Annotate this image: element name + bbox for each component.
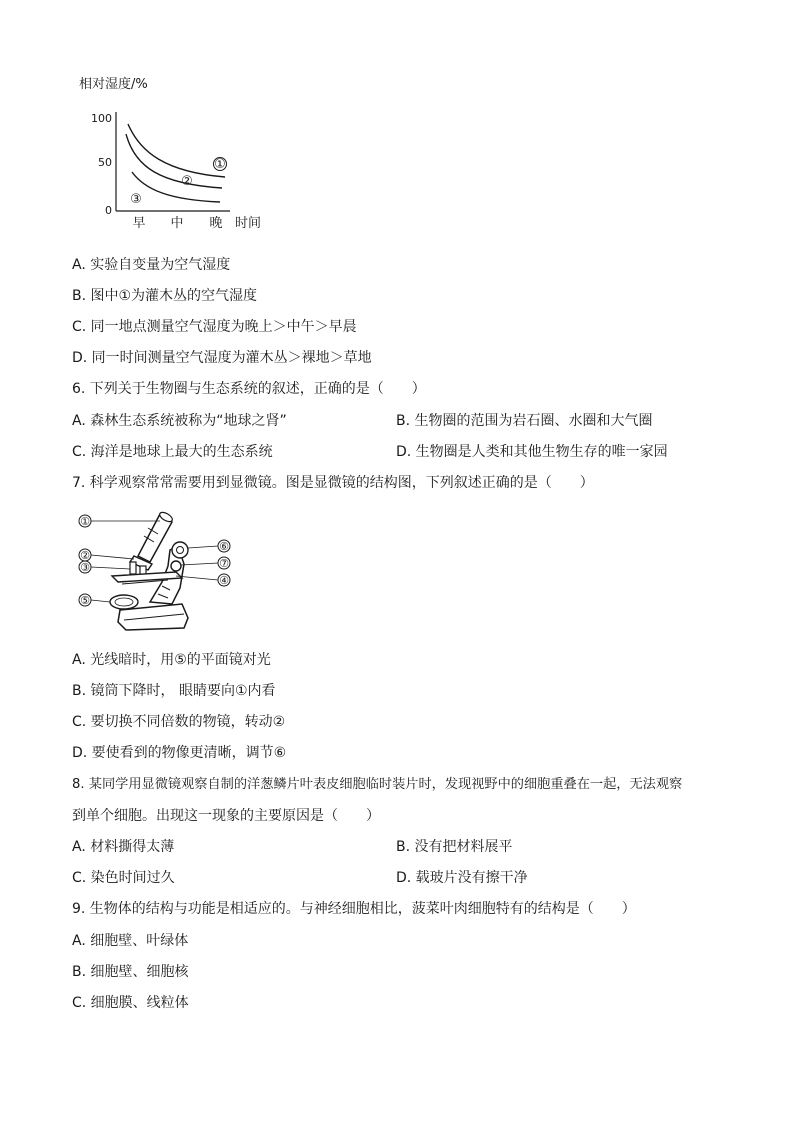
curve-2 bbox=[126, 134, 222, 188]
q7-option-d: D. 要使看到的物像更清晰，调节⑥ bbox=[72, 745, 287, 761]
microscope-diagram bbox=[72, 506, 247, 636]
q8-option-c: C. 染色时间过久 bbox=[72, 870, 175, 886]
curve-label-2: ② bbox=[181, 174, 193, 189]
q6-option-c: C. 海洋是地球上最大的生态系统 bbox=[72, 444, 273, 460]
curve-label-1: ① bbox=[214, 157, 226, 172]
q6-option-a: A. 森林生态系统被称为“地球之肾” bbox=[72, 413, 287, 429]
curve-1 bbox=[128, 124, 225, 177]
q7-stem: 7. 科学观察常常需要用到显微镜。图是显微镜的结构图，下列叙述正确的是（ ） bbox=[72, 475, 594, 491]
ytick-0: 0 bbox=[105, 204, 112, 217]
label-6: ⑥ bbox=[219, 540, 229, 553]
mirror bbox=[110, 595, 138, 609]
label-7: ⑦ bbox=[219, 557, 229, 570]
humidity-chart bbox=[70, 72, 270, 232]
chart-ylabel: 相对湿度/% bbox=[79, 77, 148, 92]
q5-option-c: C. 同一地点测量空气湿度为晚上＞中午＞早晨 bbox=[72, 319, 357, 335]
q9-option-a: A. 细胞壁、叶绿体 bbox=[72, 933, 189, 949]
q5-option-d: D. 同一时间测量空气湿度为灌木丛＞裸地＞草地 bbox=[72, 350, 372, 366]
q7-option-c: C. 要切换不同倍数的物镜，转动② bbox=[72, 714, 286, 730]
xtick-morning: 早 bbox=[132, 216, 146, 231]
q5-option-a: A. 实验自变量为空气湿度 bbox=[72, 257, 231, 273]
q9-stem: 9. 生物体的结构与功能是相适应的。与神经细胞相比，菠菜叶肉细胞特有的结构是（ ） bbox=[72, 901, 636, 917]
q6-stem: 6. 下列关于生物圈与生态系统的叙述，正确的是（ ） bbox=[72, 381, 426, 397]
label-3: ③ bbox=[80, 561, 90, 574]
label-4: ④ bbox=[219, 574, 229, 587]
xtick-noon: 中 bbox=[170, 216, 184, 231]
chart-xlabel: 时间 bbox=[234, 216, 262, 231]
q8-stem-line2: 到单个细胞。出现这一现象的主要原因是（ ） bbox=[72, 808, 380, 824]
q6-option-d: D. 生物圈是人类和其他生物生存的唯一家园 bbox=[396, 444, 668, 460]
curve-label-3: ③ bbox=[130, 192, 142, 207]
ytick-100: 100 bbox=[91, 112, 112, 125]
label-2: ② bbox=[80, 549, 90, 562]
label-5: ⑤ bbox=[80, 594, 90, 607]
q8-option-a: A. 材料撕得太薄 bbox=[72, 839, 175, 855]
label-1: ① bbox=[80, 515, 90, 528]
q8-option-b: B. 没有把材料展平 bbox=[396, 839, 513, 855]
q9-option-c: C. 细胞膜、线粒体 bbox=[72, 995, 189, 1011]
q8-option-d: D. 载玻片没有擦干净 bbox=[396, 870, 528, 886]
xtick-evening: 晚 bbox=[209, 216, 223, 231]
coarse-knob bbox=[172, 542, 188, 558]
q7-option-a: A. 光线暗时，用⑤的平面镜对光 bbox=[72, 652, 271, 668]
q5-option-b: B. 图中①为灌木丛的空气湿度 bbox=[72, 288, 258, 304]
q7-option-b: B. 镜筒下降时， 眼睛要向①内看 bbox=[72, 683, 276, 699]
q8-stem-line1: 8. 某同学用显微镜观察自制的洋葱鳞片叶表皮细胞临时装片时，发现视野中的细胞重叠在一起，无法观察 bbox=[72, 777, 683, 792]
ytick-50: 50 bbox=[98, 156, 112, 169]
q9-option-b: B. 细胞壁、细胞核 bbox=[72, 964, 189, 980]
q6-option-b: B. 生物圈的范围为岩石圈、水圈和大气圈 bbox=[396, 413, 653, 429]
fine-knob bbox=[171, 561, 181, 571]
